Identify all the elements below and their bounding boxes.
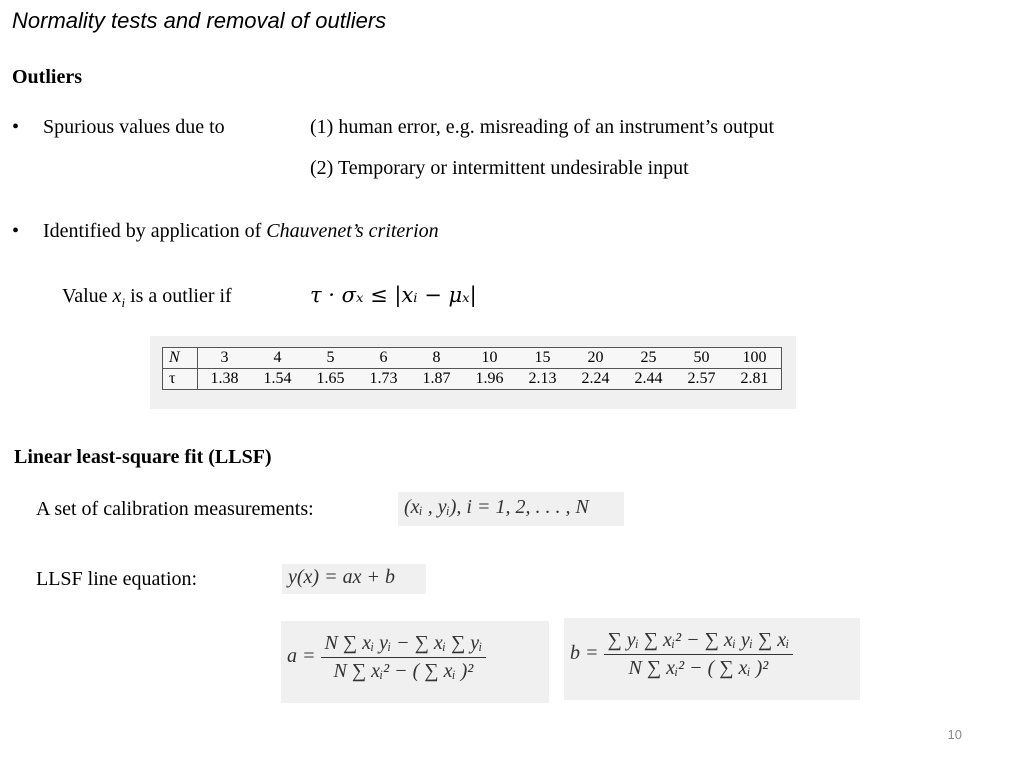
b-denominator: N ∑ xᵢ² − ( ∑ xᵢ )² bbox=[628, 657, 769, 679]
table-row-tau bbox=[163, 369, 782, 390]
tau-cell: 2.81 bbox=[740, 370, 769, 387]
n-cell: 100 bbox=[728, 348, 782, 369]
cause-1-text: (1) human error, e.g. misreading of an instrument’s output bbox=[310, 116, 775, 138]
llsf-line-label: LLSF line equation: bbox=[36, 568, 198, 590]
rule-text-post: is a outlier if bbox=[125, 285, 232, 307]
calibration-label: A set of calibration measurements: bbox=[36, 498, 314, 520]
tau-cell: 1.54 bbox=[263, 370, 292, 387]
page-number: 10 bbox=[947, 727, 962, 742]
n-cell: 6 bbox=[357, 348, 410, 369]
rule-sub: i bbox=[121, 295, 126, 310]
b-lhs: b = bbox=[570, 642, 599, 665]
n-cell: 8 bbox=[410, 348, 463, 369]
bullet2-text bbox=[43, 220, 439, 243]
llsf-heading: Linear least-square fit (LLSF) bbox=[14, 446, 272, 468]
tau-cell: 2.57 bbox=[687, 370, 716, 387]
tau-cell: 1.87 bbox=[422, 370, 451, 387]
tau-cell: 2.13 bbox=[528, 370, 557, 387]
tau-cell: 2.24 bbox=[581, 370, 610, 387]
chauvenet-criterion-text: Chauvenet’s criterion bbox=[266, 220, 439, 242]
bullet1-lead-text: Spurious values due to bbox=[43, 116, 225, 138]
a-lhs: a = bbox=[287, 645, 316, 668]
tau-cell: 1.96 bbox=[475, 370, 504, 387]
slide-title: Normality tests and removal of outliers bbox=[12, 8, 387, 33]
calibration-formula: (xᵢ , yᵢ), i = 1, 2, . . . , N bbox=[404, 496, 589, 518]
n-cell: 25 bbox=[622, 348, 675, 369]
chauvenet-tau-table bbox=[162, 347, 782, 390]
b-numerator: ∑ yᵢ ∑ xᵢ² − ∑ xᵢ yᵢ ∑ xᵢ bbox=[604, 629, 794, 655]
n-cell: 10 bbox=[463, 348, 516, 369]
a-fraction bbox=[321, 632, 487, 683]
bullet2-plain: Identified by application of bbox=[43, 220, 267, 242]
tau-cell: 1.38 bbox=[210, 370, 239, 387]
a-coefficient-formula bbox=[287, 632, 486, 683]
n-cell: 20 bbox=[569, 348, 622, 369]
a-numerator: N ∑ xᵢ yᵢ − ∑ xᵢ ∑ yᵢ bbox=[321, 632, 487, 658]
bullet-marker-1: • bbox=[12, 116, 20, 138]
b-coefficient-formula bbox=[570, 629, 793, 680]
cause-2-text: (2) Temporary or intermittent undesirable input bbox=[310, 157, 689, 179]
bullet-marker-2: • bbox=[12, 220, 20, 242]
n-cell: 50 bbox=[675, 348, 728, 369]
a-denominator: N ∑ xᵢ² − ( ∑ xᵢ )² bbox=[333, 660, 474, 682]
tau-cell: 1.65 bbox=[316, 370, 345, 387]
tau-cell: 1.73 bbox=[369, 370, 398, 387]
outliers-heading: Outliers bbox=[12, 66, 82, 88]
n-cell: 15 bbox=[516, 348, 569, 369]
outlier-rule-formula: τ · σₓ ≤ |xᵢ − μₓ| bbox=[310, 283, 477, 307]
n-label: N bbox=[163, 348, 198, 369]
rule-text-pre: Value bbox=[62, 285, 113, 307]
rule-var: x bbox=[112, 285, 122, 307]
n-cell: 4 bbox=[251, 348, 304, 369]
tau-cell: 2.44 bbox=[634, 370, 663, 387]
table-row-n bbox=[163, 348, 782, 369]
b-fraction bbox=[604, 629, 794, 680]
outlier-rule-text bbox=[62, 285, 232, 311]
n-cell: 3 bbox=[198, 348, 252, 369]
line-equation-formula: y(x) = ax + b bbox=[288, 566, 395, 588]
n-cell: 5 bbox=[304, 348, 357, 369]
tau-label: τ bbox=[163, 369, 198, 390]
